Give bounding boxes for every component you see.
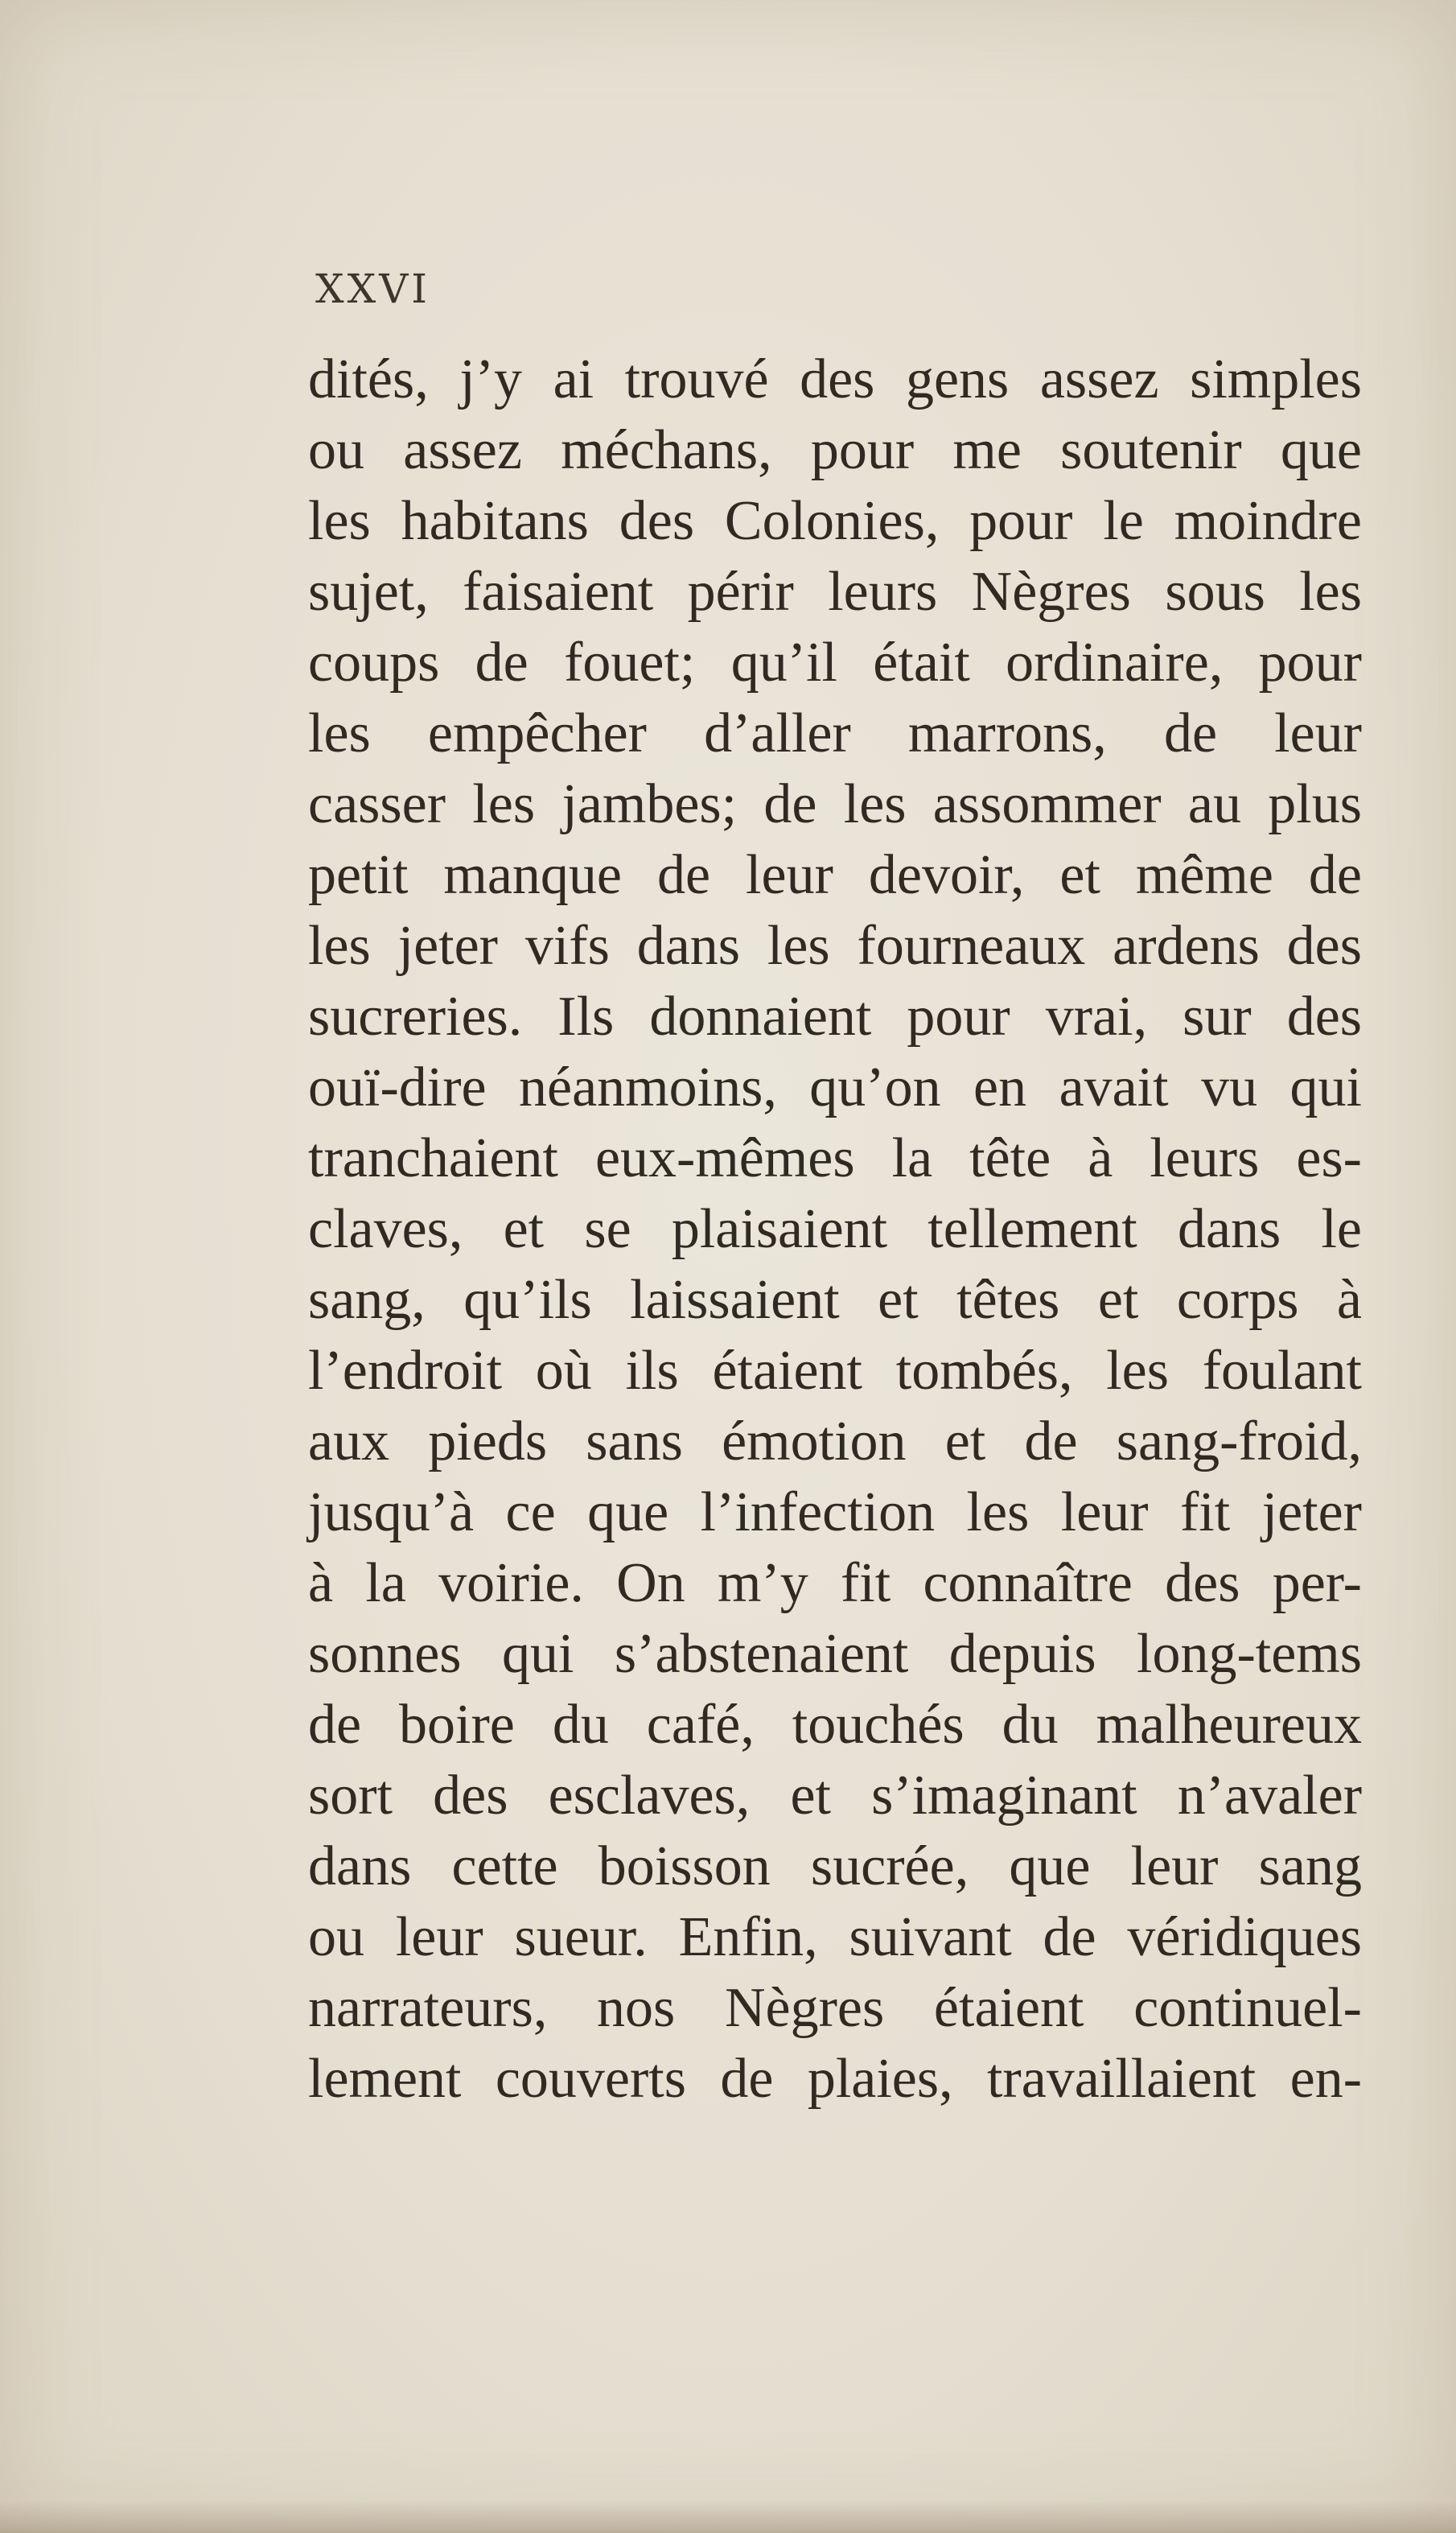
text-line: ou leur sueur. Enfin, suivant de véridiques: [308, 1906, 1362, 1968]
text-line: dans cette boisson sucrée, que leur sang: [308, 1835, 1362, 1897]
text-line: petit manque de leur devoir, et même de: [308, 844, 1362, 906]
text-line: à la voirie. On m’y fit connaître des per-: [308, 1552, 1362, 1614]
page-number: XXVI: [315, 266, 431, 312]
text-line: l’endroit où ils étaient tombés, les foulant: [308, 1340, 1362, 1402]
text-line: ou assez méchans, pour me soutenir que: [308, 419, 1362, 481]
text-line: de boire du café, touchés du malheureux: [308, 1694, 1362, 1756]
text-line: claves, et se plaisaient tellement dans le: [308, 1198, 1362, 1260]
text-line: les jeter vifs dans les fourneaux ardens des: [308, 915, 1362, 977]
text-line: sucreries. Ils donnaient pour vrai, sur des: [308, 986, 1362, 1048]
text-line: sonnes qui s’abstenaient depuis long-tems: [308, 1623, 1362, 1685]
page-bottom-edge: [0, 2501, 1456, 2533]
body-text: [308, 344, 1362, 2115]
text-line: sang, qu’ils laissaient et têtes et corps à: [308, 1269, 1362, 1331]
text-line: lement couverts de plaies, travaillaient en-: [308, 2048, 1362, 2110]
text-line: coups de fouet; qu’il était ordinaire, pour: [308, 632, 1362, 694]
text-line: les habitans des Colonies, pour le moindre: [308, 490, 1362, 552]
text-line: ouï-dire néanmoins, qu’on en avait vu qui: [308, 1056, 1362, 1118]
text-line: tranchaient eux-mêmes la tête à leurs es-: [308, 1127, 1362, 1189]
text-line: sujet, faisaient périr leurs Nègres sous les: [308, 561, 1362, 623]
text-line: sort des esclaves, et s’imaginant n’avaler: [308, 1765, 1362, 1827]
text-line: aux pieds sans émotion et de sang-froid,: [308, 1411, 1362, 1472]
text-line: narrateurs, nos Nègres étaient continuel-: [308, 1977, 1362, 2039]
text-line: dités, j’y ai trouvé des gens assez simples: [308, 348, 1362, 410]
text-line: les empêcher d’aller marrons, de leur: [308, 702, 1362, 764]
text-line: casser les jambes; de les assommer au plus: [308, 773, 1362, 835]
text-line: jusqu’à ce que l’infection les leur fit jeter: [308, 1481, 1362, 1543]
